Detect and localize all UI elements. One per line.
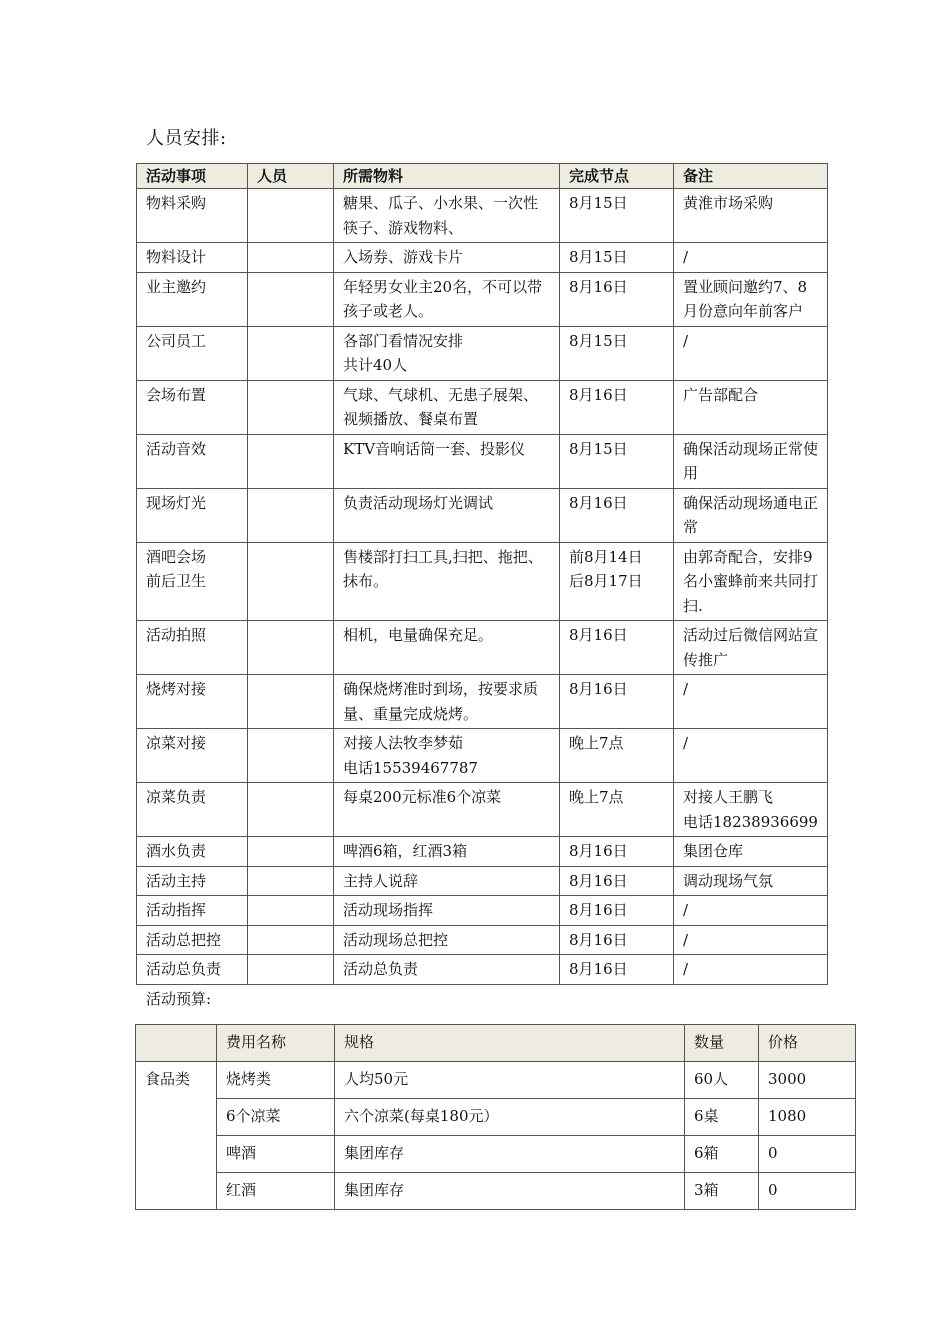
budget-cell-qty: 6桌: [685, 1099, 759, 1136]
cell-item: 物料采购: [137, 189, 248, 243]
table-row: [136, 1062, 856, 1099]
cell-person: [248, 675, 334, 729]
table-row: [137, 326, 828, 380]
cell-person: [248, 272, 334, 326]
cell-deadline: 8月16日: [560, 675, 674, 729]
table-row: [137, 925, 828, 955]
cell-note: /: [674, 925, 828, 955]
cell-note: /: [674, 326, 828, 380]
cell-note: /: [674, 675, 828, 729]
budget-cell-spec: 集团库存: [335, 1136, 685, 1173]
cell-person: [248, 837, 334, 867]
cell-deadline: 前8月14日 后8月17日: [560, 542, 674, 621]
cell-deadline: 8月15日: [560, 326, 674, 380]
cell-note: 调动现场气氛: [674, 866, 828, 896]
table-row: [136, 1173, 856, 1210]
cell-item: 活动总把控: [137, 925, 248, 955]
cell-deadline: 8月16日: [560, 866, 674, 896]
budget-header-qty: 数量: [685, 1025, 759, 1062]
cell-item: 公司员工: [137, 326, 248, 380]
budget-cell-name: 红酒: [217, 1173, 335, 1210]
cell-item: 酒吧会场 前后卫生: [137, 542, 248, 621]
budget-cell-price: 3000: [759, 1062, 856, 1099]
cell-note: /: [674, 243, 828, 273]
cell-item: 烧烤对接: [137, 675, 248, 729]
cell-note: /: [674, 729, 828, 783]
table-row: [136, 1136, 856, 1173]
budget-header-blank: [136, 1025, 217, 1062]
budget-cell-name: 6个凉菜: [217, 1099, 335, 1136]
cell-person: [248, 380, 334, 434]
budget-cell-spec: 六个凉菜(每桌180元）: [335, 1099, 685, 1136]
cell-item: 现场灯光: [137, 488, 248, 542]
cell-deadline: 晚上7点: [560, 729, 674, 783]
cell-materials: 活动现场指挥: [334, 896, 560, 926]
cell-note: 确保活动现场正常使用: [674, 434, 828, 488]
cell-item: 业主邀约: [137, 272, 248, 326]
cell-item: 凉菜负责: [137, 783, 248, 837]
cell-deadline: 8月16日: [560, 488, 674, 542]
cell-materials: 对接人法牧李梦茹 电话15539467787: [334, 729, 560, 783]
cell-person: [248, 955, 334, 985]
cell-deadline: 晚上7点: [560, 783, 674, 837]
header-deadline: 完成节点: [560, 164, 674, 189]
cell-materials: 每桌200元标准6个凉菜: [334, 783, 560, 837]
cell-note: 集团仓库: [674, 837, 828, 867]
cell-deadline: 8月16日: [560, 896, 674, 926]
cell-materials: 气球、气球机、无患子展架、视频播放、餐桌布置: [334, 380, 560, 434]
table-row: [137, 488, 828, 542]
cell-materials: 啤酒6箱，红酒3箱: [334, 837, 560, 867]
table-row: [137, 380, 828, 434]
cell-materials: 活动总负责: [334, 955, 560, 985]
table-row: [137, 243, 828, 273]
cell-item: 凉菜对接: [137, 729, 248, 783]
table-row: [137, 783, 828, 837]
cell-deadline: 8月16日: [560, 837, 674, 867]
cell-materials: 售楼部打扫工具,扫把、拖把、抹布。: [334, 542, 560, 621]
cell-person: [248, 488, 334, 542]
cell-materials: 糖果、瓜子、小水果、一次性筷子、游戏物料、: [334, 189, 560, 243]
cell-person: [248, 896, 334, 926]
table-row: [137, 866, 828, 896]
table-row: [137, 542, 828, 621]
cell-note: 对接人王鹏飞 电话18238936699: [674, 783, 828, 837]
cell-note: /: [674, 955, 828, 985]
cell-note: 置业顾问邀约7、8月份意向年前客户: [674, 272, 828, 326]
cell-materials: 相机，电量确保充足。: [334, 621, 560, 675]
budget-cell-qty: 60人: [685, 1062, 759, 1099]
cell-item: 活动总负责: [137, 955, 248, 985]
budget-section-title: 活动预算:: [146, 990, 212, 1008]
budget-cell-qty: 3箱: [685, 1173, 759, 1210]
cell-person: [248, 542, 334, 621]
cell-note: 活动过后微信网站宣传推广: [674, 621, 828, 675]
cell-item: 活动拍照: [137, 621, 248, 675]
cell-deadline: 8月16日: [560, 925, 674, 955]
header-item: 活动事项: [137, 164, 248, 189]
cell-note: 黄淮市场采购: [674, 189, 828, 243]
cell-person: [248, 783, 334, 837]
budget-cell-price: 0: [759, 1173, 856, 1210]
cell-item: 活动主持: [137, 866, 248, 896]
table-row: [137, 896, 828, 926]
cell-deadline: 8月16日: [560, 955, 674, 985]
table-row: [137, 189, 828, 243]
budget-table: [135, 1024, 856, 1210]
cell-materials: 活动现场总把控: [334, 925, 560, 955]
budget-category: 食品类: [136, 1062, 217, 1210]
cell-person: [248, 189, 334, 243]
cell-materials: 主持人说辞: [334, 866, 560, 896]
cell-item: 酒水负责: [137, 837, 248, 867]
cell-note: 广告部配合: [674, 380, 828, 434]
cell-deadline: 8月16日: [560, 272, 674, 326]
cell-materials: 确保烧烤准时到场，按要求质量、重量完成烧烤。: [334, 675, 560, 729]
cell-deadline: 8月15日: [560, 243, 674, 273]
header-note: 备注: [674, 164, 828, 189]
staff-section-title: 人员安排:: [146, 128, 227, 149]
cell-item: 会场布置: [137, 380, 248, 434]
cell-person: [248, 866, 334, 896]
budget-cell-name: 啤酒: [217, 1136, 335, 1173]
budget-header-spec: 规格: [335, 1025, 685, 1062]
budget-table-header-row: [136, 1025, 856, 1062]
header-materials: 所需物料: [334, 164, 560, 189]
table-row: [137, 729, 828, 783]
cell-person: [248, 729, 334, 783]
header-person: 人员: [248, 164, 334, 189]
cell-note: 由郭奇配合，安排9名小蜜蜂前来共同打扫.: [674, 542, 828, 621]
cell-person: [248, 925, 334, 955]
budget-header-price: 价格: [759, 1025, 856, 1062]
table-row: [137, 272, 828, 326]
cell-item: 活动指挥: [137, 896, 248, 926]
table-row: [137, 955, 828, 985]
budget-cell-name: 烧烤类: [217, 1062, 335, 1099]
table-row: [137, 675, 828, 729]
staff-table: [136, 163, 828, 985]
budget-cell-qty: 6箱: [685, 1136, 759, 1173]
cell-note: 确保活动现场通电正常: [674, 488, 828, 542]
cell-item: 活动音效: [137, 434, 248, 488]
cell-deadline: 8月15日: [560, 189, 674, 243]
table-row: [137, 837, 828, 867]
cell-person: [248, 326, 334, 380]
table-row: [137, 434, 828, 488]
cell-deadline: 8月16日: [560, 621, 674, 675]
cell-materials: 各部门看情况安排 共计40人: [334, 326, 560, 380]
budget-cell-price: 1080: [759, 1099, 856, 1136]
cell-person: [248, 621, 334, 675]
table-row: [136, 1099, 856, 1136]
budget-cell-spec: 集团库存: [335, 1173, 685, 1210]
budget-header-name: 费用名称: [217, 1025, 335, 1062]
cell-deadline: 8月16日: [560, 380, 674, 434]
cell-materials: 年轻男女业主20名，不可以带孩子或老人。: [334, 272, 560, 326]
cell-person: [248, 243, 334, 273]
cell-materials: 负责活动现场灯光调试: [334, 488, 560, 542]
budget-cell-spec: 人均50元: [335, 1062, 685, 1099]
staff-table-header-row: [137, 164, 828, 189]
budget-cell-price: 0: [759, 1136, 856, 1173]
cell-deadline: 8月15日: [560, 434, 674, 488]
cell-materials: KTV音响话筒一套、投影仪: [334, 434, 560, 488]
cell-materials: 入场券、游戏卡片: [334, 243, 560, 273]
cell-person: [248, 434, 334, 488]
cell-item: 物料设计: [137, 243, 248, 273]
cell-note: /: [674, 896, 828, 926]
table-row: [137, 621, 828, 675]
